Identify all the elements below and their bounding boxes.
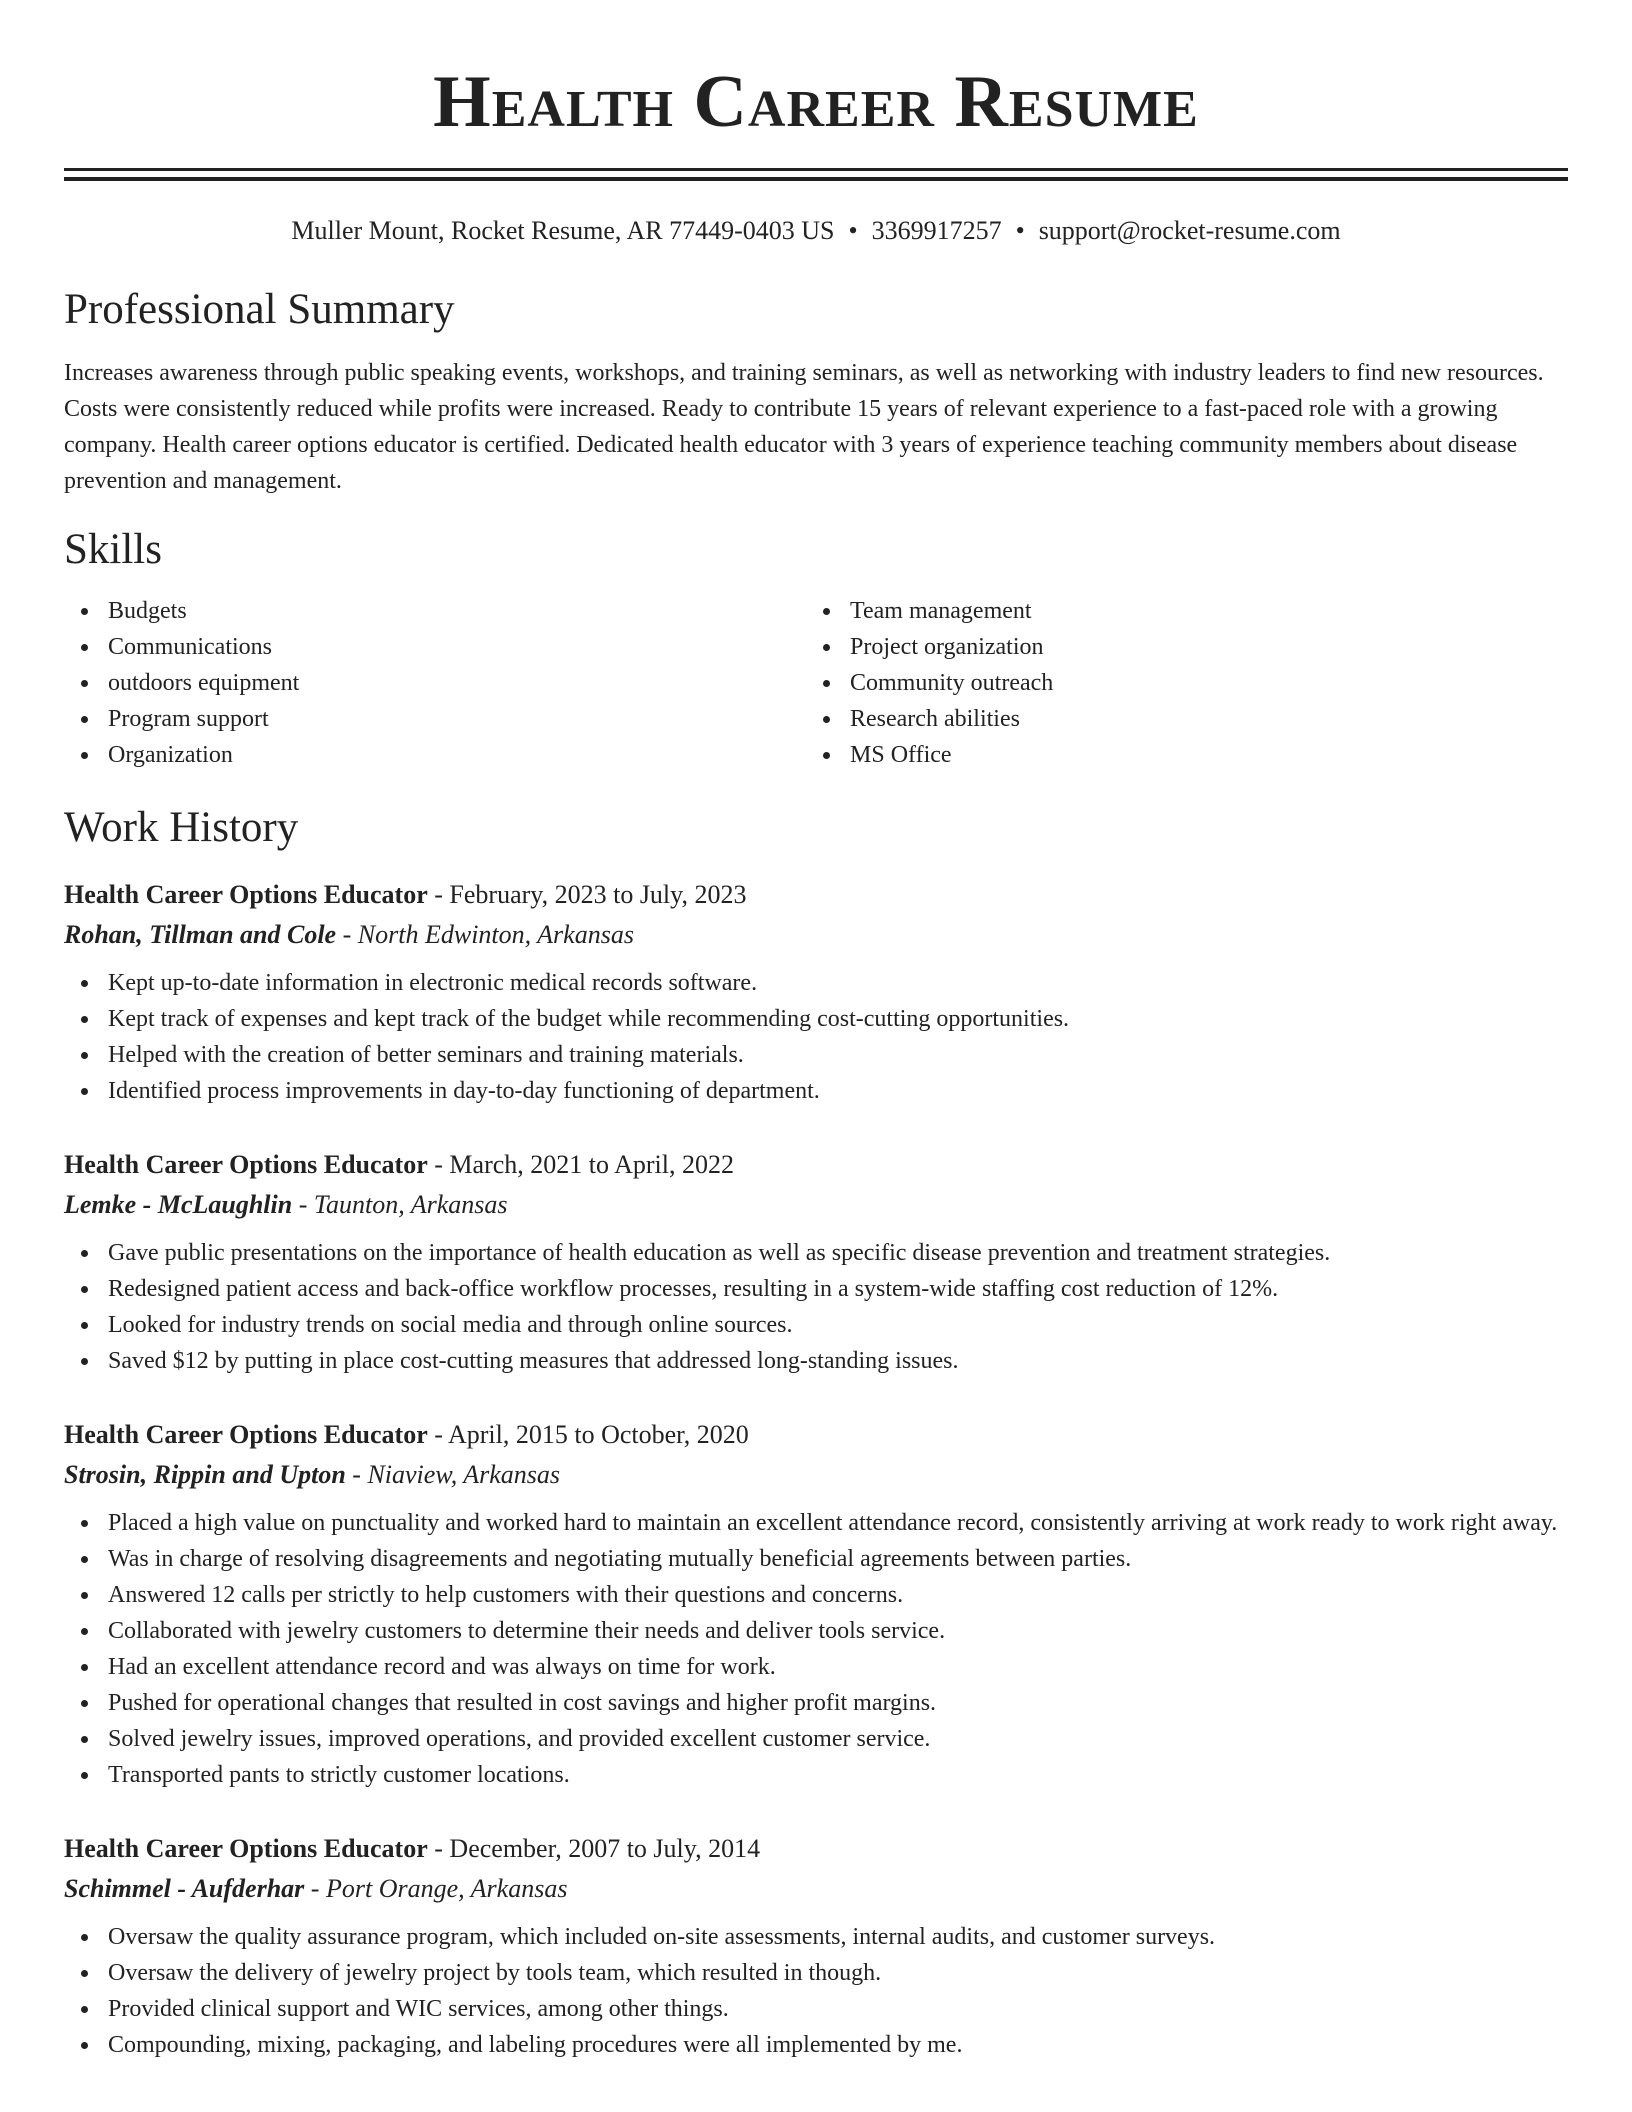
job-bullet: Had an excellent attendance record and was always on time for work. [108, 1649, 1568, 1685]
job-dates: April, 2015 to October, 2020 [447, 1420, 749, 1449]
work-history-section [64, 803, 1568, 2063]
job-title-line: Health Career Options Educator - February, 2023 to July, 2023 [64, 880, 747, 909]
job-location: Taunton, Arkansas [313, 1190, 508, 1219]
job-dates: March, 2021 to April, 2022 [449, 1150, 734, 1179]
job-bullet: Solved jewelry issues, improved operations, and provided excellent customer service. [108, 1721, 1568, 1757]
job-title-line: Health Career Options Educator - December, 2007 to July, 2014 [64, 1834, 761, 1863]
job-bullet: Transported pants to strictly customer locations. [108, 1757, 1568, 1793]
job-bullet: Identified process improvements in day-to-day functioning of department. [108, 1073, 1568, 1109]
summary-text: Increases awareness through public speaking events, workshops, and training seminars, as well as networking with industry leaders to find new resources. Costs were consistently reduced while profits were increased. Ready to contribute 15 years of relevant experience to a fast-paced role with a growing company. Health career options educator is certified. Dedicated health educator with 3 years of experience teaching community members about disease prevention and management. [64, 360, 1544, 494]
job-bullet: Gave public presentations on the importance of health education as well as specific disease prevention and treatment strategies. [108, 1235, 1568, 1271]
job-title: Health Career Options Educator [64, 1834, 428, 1863]
job-bullets [64, 1919, 1568, 2063]
job-entry [64, 1145, 1568, 1379]
resume-title: Health Career Resume [433, 61, 1199, 143]
job-location: Port Orange, Arkansas [325, 1874, 568, 1903]
job-bullet: Answered 12 calls per strictly to help customers with their questions and concerns. [108, 1577, 1568, 1613]
job-location: North Edwinton, Arkansas [357, 920, 634, 949]
job-bullets [64, 965, 1568, 1109]
job-bullet: Compounding, mixing, packaging, and labeling procedures were all implemented by me. [108, 2027, 1568, 2063]
job-bullets [64, 1505, 1568, 1793]
resume-page [64, 0, 1568, 2063]
skills-section [64, 525, 1568, 773]
skills-heading: Skills [64, 526, 162, 573]
contact-separator: • [848, 216, 858, 245]
job-bullet: Redesigned patient access and back-office workflow processes, resulting in a system-wide staffing cost reduction of 12%. [108, 1271, 1568, 1307]
job-title-line: Health Career Options Educator - April, 2015 to October, 2020 [64, 1420, 749, 1449]
job-bullet: Collaborated with jewelry customers to determine their needs and deliver tools service. [108, 1613, 1568, 1649]
employer-line: Lemke - McLaughlin - Taunton, Arkansas [64, 1190, 508, 1219]
skill-item: outdoors equipment [108, 665, 806, 701]
job-bullet: Helped with the creation of better seminars and training materials. [108, 1037, 1568, 1073]
job-bullet: Was in charge of resolving disagreements and negotiating mutually beneficial agreements between parties. [108, 1541, 1568, 1577]
skill-item: Project organization [850, 629, 1548, 665]
job-location: Niaview, Arkansas [367, 1460, 561, 1489]
skill-item: Research abilities [850, 701, 1548, 737]
job-bullet: Looked for industry trends on social media and through online sources. [108, 1307, 1568, 1343]
job-bullets [64, 1235, 1568, 1379]
employer-name: Rohan, Tillman and Cole [64, 920, 337, 949]
job-bullet: Oversaw the delivery of jewelry project by tools team, which resulted in though. [108, 1955, 1568, 1991]
skill-item: Team management [850, 593, 1548, 629]
employer-name: Lemke - McLaughlin [64, 1190, 293, 1219]
title-divider-bottom [64, 177, 1568, 181]
contact-address: Muller Mount, Rocket Resume, AR 77449-0403 US [291, 216, 835, 245]
skill-item: Organization [108, 737, 806, 773]
job-bullet: Saved $12 by putting in place cost-cutting measures that addressed long-standing issues. [108, 1343, 1568, 1379]
summary-section [64, 285, 1568, 499]
skill-item: Community outreach [850, 665, 1548, 701]
contact-phone: 3369917257 [871, 216, 1002, 245]
skill-item: MS Office [850, 737, 1548, 773]
skill-item: Communications [108, 629, 806, 665]
summary-heading: Professional Summary [64, 286, 455, 333]
skills-list-right [806, 593, 1548, 773]
job-bullet: Provided clinical support and WIC services, among other things. [108, 1991, 1568, 2027]
contact-email: support@rocket-resume.com [1038, 216, 1341, 245]
employer-name: Schimmel - Aufderhar [64, 1874, 305, 1903]
job-entry [64, 1415, 1568, 1793]
skill-item: Program support [108, 701, 806, 737]
job-entry [64, 1829, 1568, 2063]
contact-line [64, 215, 1568, 247]
job-title: Health Career Options Educator [64, 1150, 428, 1179]
job-bullet: Oversaw the quality assurance program, which included on-site assessments, internal audits, and customer surveys. [108, 1919, 1568, 1955]
contact-separator: • [1015, 216, 1025, 245]
job-bullet: Kept up-to-date information in electronic medical records software. [108, 965, 1568, 1001]
employer-line: Rohan, Tillman and Cole - North Edwinton, Arkansas [64, 920, 634, 949]
job-title-line: Health Career Options Educator - March, 2021 to April, 2022 [64, 1150, 734, 1179]
job-bullet: Kept track of expenses and kept track of the budget while recommending cost-cutting opportunities. [108, 1001, 1568, 1037]
title-divider-top [64, 168, 1568, 171]
skills-list-left [64, 593, 806, 773]
job-entry [64, 875, 1568, 1109]
work-history-heading: Work History [64, 804, 299, 851]
job-dates: February, 2023 to July, 2023 [449, 880, 747, 909]
job-bullet: Placed a high value on punctuality and worked hard to maintain an excellent attendance record, consistently arriving at work ready to work right away. [108, 1505, 1568, 1541]
skill-item: Budgets [108, 593, 806, 629]
skills-columns [64, 593, 1568, 773]
job-title: Health Career Options Educator [64, 880, 428, 909]
employer-line: Strosin, Rippin and Upton - Niaview, Arkansas [64, 1460, 561, 1489]
job-bullet: Pushed for operational changes that resulted in cost savings and higher profit margins. [108, 1685, 1568, 1721]
job-title: Health Career Options Educator [64, 1420, 428, 1449]
employer-line: Schimmel - Aufderhar - Port Orange, Arkansas [64, 1874, 568, 1903]
job-dates: December, 2007 to July, 2014 [449, 1834, 761, 1863]
employer-name: Strosin, Rippin and Upton [64, 1460, 346, 1489]
